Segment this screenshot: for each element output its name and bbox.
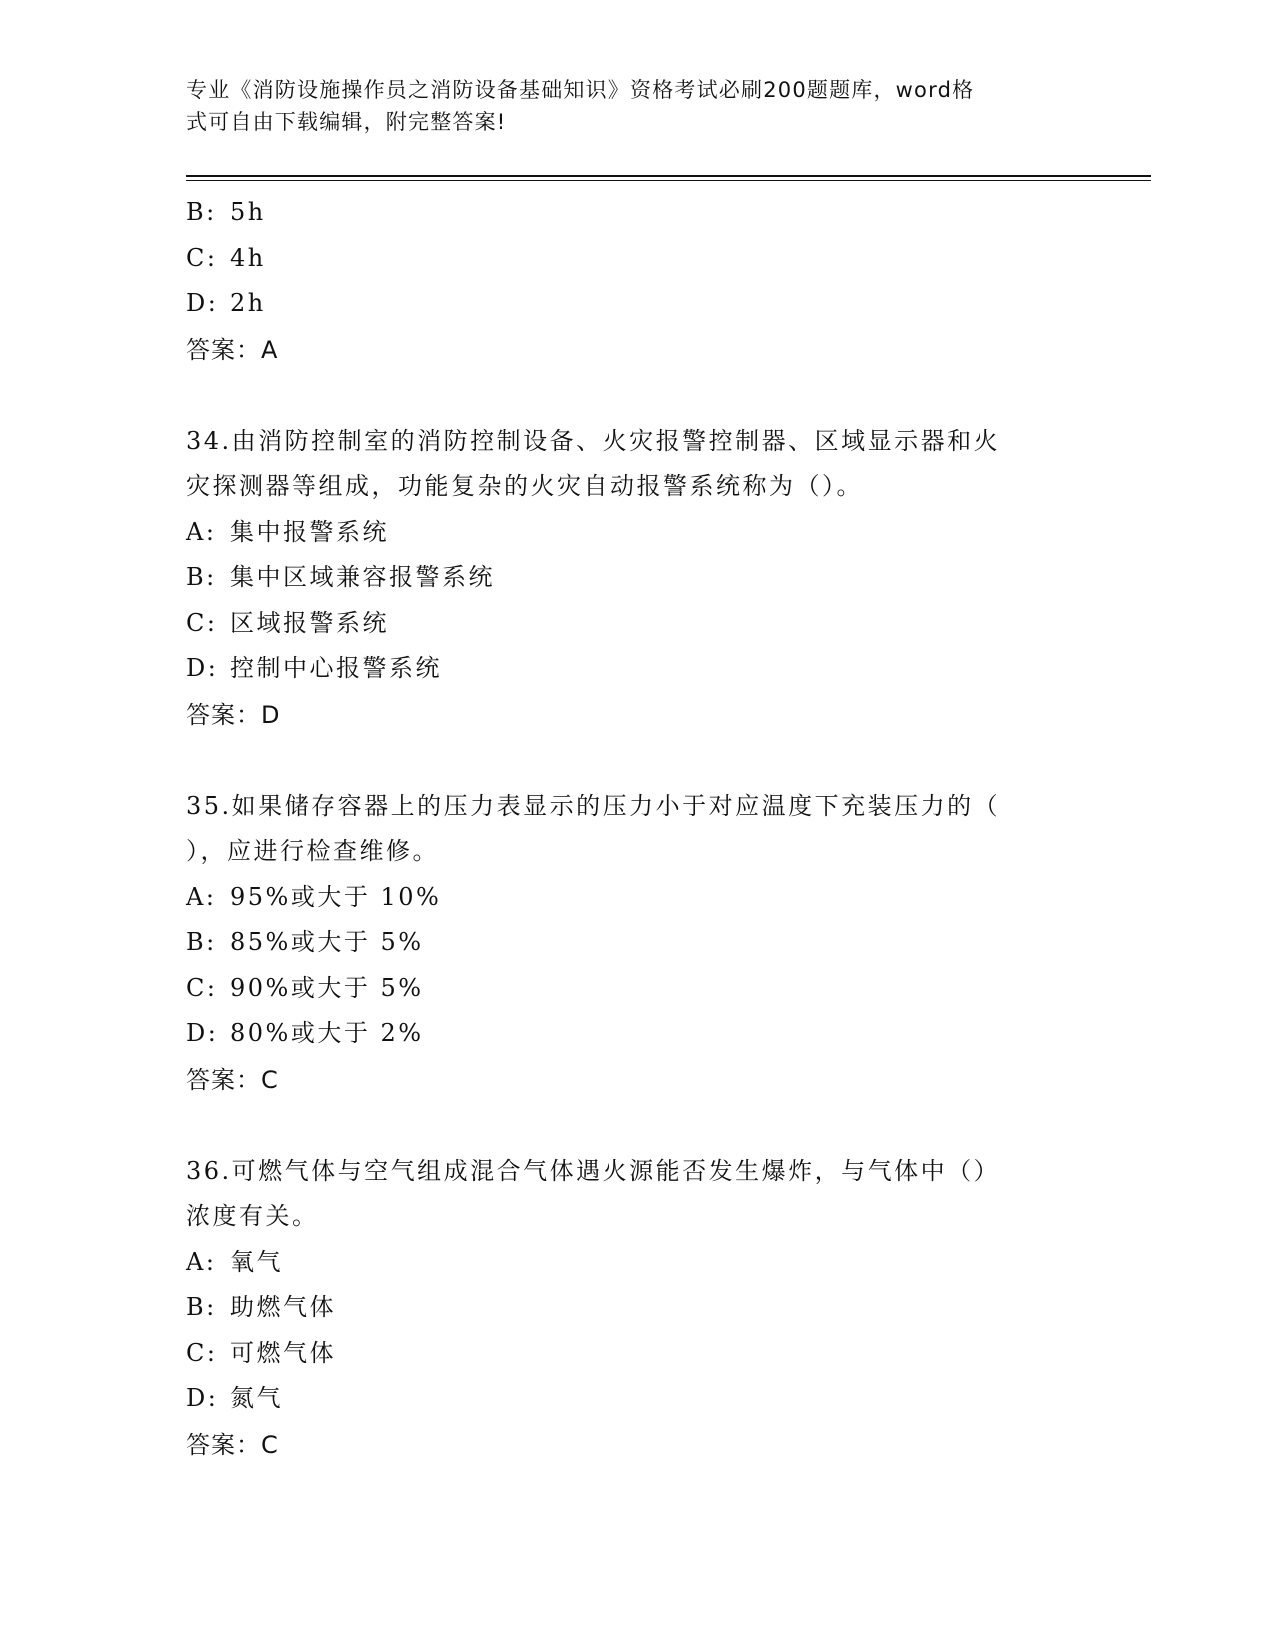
option-letter: B: [186,198,217,226]
option-c [186,1331,1086,1377]
header-rule-thin [186,180,1151,181]
option-text: 90%或大于 5% [230,973,424,1002]
answer: 答案：C [186,1430,279,1459]
option-letter: B: [186,563,217,591]
header-rule-thick [186,175,1151,177]
option-letter: A: [186,1247,217,1276]
question-stem-line: 浓度有关。 [186,1202,319,1230]
option-letter: D: [186,654,219,682]
option-text: 4h [230,243,266,272]
option-d [186,646,1086,692]
option-d [186,281,1086,327]
option-text: 85%或大于 5% [230,928,424,956]
option-text: 区域报警系统 [230,608,389,637]
option-text: 集中区域兼容报警系统 [230,563,495,591]
option-b [186,920,1086,966]
option-a [186,510,1086,556]
option-c [186,966,1086,1012]
option-letter: C: [186,608,218,637]
question-34 [186,419,1086,738]
option-text: 80%或大于 2% [230,1019,424,1047]
option-text: 可燃气体 [230,1338,336,1367]
answer: 答案：A [186,335,279,364]
option-b [186,1285,1086,1331]
option-letter: A: [186,882,217,911]
option-text: 氮气 [230,1384,283,1412]
option-letter: C: [186,1338,218,1367]
option-letter: A: [186,517,217,546]
option-letter: C: [186,973,218,1002]
page-header [186,74,1066,138]
option-text: 控制中心报警系统 [230,654,442,682]
option-text: 集中报警系统 [230,517,389,546]
question-36 [186,1149,1086,1468]
question-33-tail [186,190,1086,373]
option-letter: D: [186,1384,219,1412]
option-letter: C: [186,243,218,272]
option-b [186,190,1086,236]
question-stem-line: 34.由消防控制室的消防控制设备、火灾报警控制器、区域显示器和火 [186,426,1001,455]
question-stem-line: 35.如果储存容器上的压力表显示的压力小于对应温度下充装压力的（ [186,791,1001,820]
question-stem-line: 36.可燃气体与空气组成混合气体遇火源能否发生爆炸，与气体中（） [186,1156,1001,1185]
question-stem-line: ），应进行检查维修。 [186,837,439,865]
option-text: 5h [230,198,266,226]
option-letter: D: [186,289,219,317]
header-line-2: 式可自由下载编辑，附完整答案! [186,110,507,134]
option-a [186,1240,1086,1286]
answer: 答案：D [186,700,281,729]
option-d [186,1011,1086,1057]
question-stem-line: 灾探测器等组成，功能复杂的火灾自动报警系统称为（）。 [186,472,863,500]
content [186,190,1086,1468]
option-text: 氧气 [230,1247,283,1276]
option-text: 助燃气体 [230,1293,336,1321]
option-c [186,236,1086,282]
option-d [186,1376,1086,1422]
option-c [186,601,1086,647]
option-letter: B: [186,928,217,956]
header-line-1: 专业《消防设施操作员之消防设备基础知识》资格考试必刷200题题库，word格 [186,78,975,102]
option-text: 2h [230,289,266,317]
question-35 [186,784,1086,1103]
answer: 答案：C [186,1065,279,1094]
option-letter: B: [186,1293,217,1321]
option-text: 95%或大于 10% [230,882,442,911]
option-a [186,875,1086,921]
option-letter: D: [186,1019,219,1047]
option-b [186,555,1086,601]
